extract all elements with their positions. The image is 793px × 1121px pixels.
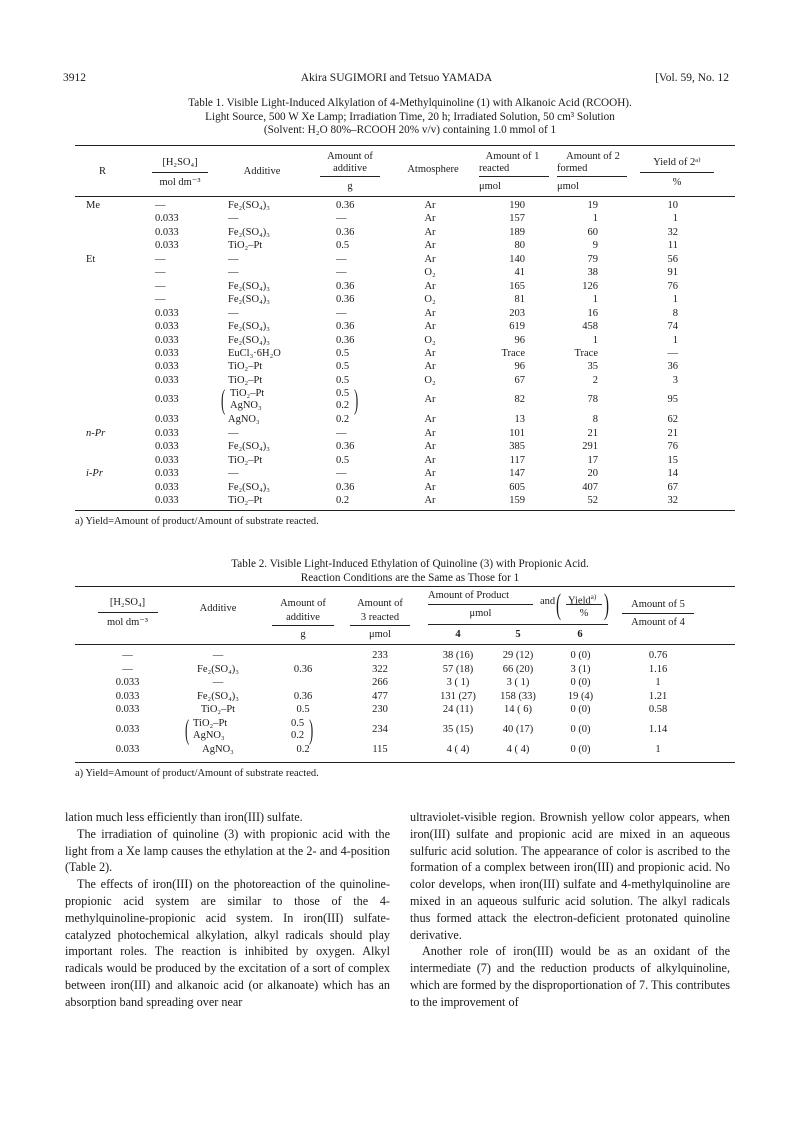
t2-row-amount: 0.5 <box>296 704 310 715</box>
t1-row-amount2: 8 <box>592 414 598 426</box>
t1-row-h2so4: — <box>155 294 166 306</box>
t1-row-amount1: 605 <box>509 481 525 493</box>
t1-row-yield: 10 <box>667 200 678 211</box>
t1-row-amount: 0.36 <box>336 200 355 211</box>
t1-row-amount2: 19 <box>587 200 598 211</box>
t1-row-atmosphere: O₂ <box>424 374 436 386</box>
t1-row-atmosphere: Ar <box>424 414 436 426</box>
paragraph-right-1: Another role of iron(III) would be as an oxidant of the intermediate (7) and the reduction products of alkylquinoline, which are formed by the disproportionation of 7. This contributes to the improvement of <box>410 944 730 1009</box>
t2-header-yield-text: Yield <box>568 595 591 607</box>
t2-row-product4: 57 (18) <box>442 663 474 675</box>
t2-row-additive: TiO₂–Pt <box>200 704 236 715</box>
t1-row-atmosphere: Ar <box>424 321 436 333</box>
t1-row-amount: 0.36 <box>336 226 355 238</box>
t1-row-additive: — <box>228 307 239 319</box>
t2-header-amount-additive-2: additive <box>286 612 320 623</box>
t1-row-atmosphere: Ar <box>424 427 436 439</box>
t1-row-yield: 15 <box>667 454 678 466</box>
table2-bottom-rule <box>75 762 735 763</box>
t2-row-h2so4: 0.033 <box>115 704 140 715</box>
paragraph-left-0: lation much less efficiently than iron(III) sulfate. <box>65 810 303 824</box>
t1-row-amount1: 101 <box>509 427 525 439</box>
t1-row-additive: — <box>228 253 239 265</box>
t1-row-h2so4: 0.033 <box>155 347 179 359</box>
t2-row-additive: Fe₂(SO₄)₃ <box>197 663 239 675</box>
t1-row-additive: Fe₂(SO₄)₃ <box>228 441 270 453</box>
t2-row-product5: 4 ( 4) <box>506 743 530 755</box>
t1-row-h2so4: 0.033 <box>155 361 179 373</box>
t1-row-amount: — <box>336 427 347 439</box>
t2-row-product6: 0 (0) <box>570 650 591 661</box>
t1-row-atmosphere: Ar <box>424 441 436 453</box>
t2-row-ratio: 1 <box>655 677 661 688</box>
t1-row-atmosphere: Ar <box>424 200 436 211</box>
table1-caption-line1: Table 1. Visible Light-Induced Alkylation of 4-Methylquinoline (1) with Alkanoic Acid (RCOOH). <box>188 97 632 109</box>
t2-row-amount2: 0.2 <box>291 729 305 741</box>
t2-row-brace-right: ) <box>309 714 314 746</box>
t1-row-amount2: 0.2 <box>336 400 350 412</box>
t2-row-product6: 0 (0) <box>570 743 591 755</box>
t1-header-amount-additive-2: additive <box>333 163 367 174</box>
t1-row-h2so4: 0.033 <box>155 427 179 439</box>
t2-header-amount3-1: Amount of <box>357 598 403 609</box>
t2-row-ratio: 1.16 <box>648 663 668 675</box>
t1-row-amount1: 67 <box>514 374 525 386</box>
t1-row-r: Me <box>86 200 100 211</box>
t1-row-h2so4: 0.033 <box>155 454 179 466</box>
t1-row-yield: 76 <box>667 280 678 292</box>
t1-row-additive: Fe₂(SO₄)₃ <box>228 280 270 292</box>
t1-row-amount1: 81 <box>514 294 525 306</box>
t2-row-additive2: AgNO₃ <box>193 729 225 741</box>
t1-header-yield-unit: % <box>672 177 682 188</box>
t1-row-amount: 0.5 <box>336 361 350 373</box>
t1-row-amount: 0.5 <box>336 388 350 400</box>
t2-header-amount3-2: 3 reacted <box>360 612 400 623</box>
t2-row-amount3: 230 <box>372 704 388 715</box>
t1-header-amount2-unit: μmol <box>557 181 579 192</box>
t1-header-amount1-2: reacted <box>479 163 510 174</box>
t1-row-amount2: 126 <box>582 280 598 292</box>
t1-row-amount: — <box>336 307 347 319</box>
t1-header-amount2-2: formed <box>557 163 588 174</box>
t1-row-atmosphere: Ar <box>424 253 436 265</box>
t1-header-additive: Additive <box>243 166 281 177</box>
t1-row-amount2: 407 <box>582 481 598 493</box>
t1-row-amount1: 165 <box>509 280 525 292</box>
t1-row-amount: 0.5 <box>336 374 350 386</box>
t1-header-amount2-1: Amount of 2 <box>566 151 620 162</box>
t1-row-amount2: Trace <box>574 347 598 359</box>
t1-row-h2so4: 0.033 <box>155 321 179 333</box>
t2-row-additive: Fe₂(SO₄)₃ <box>197 690 239 702</box>
t1-row-h2so4: — <box>155 267 166 279</box>
t2-row-product4: 3 ( 1) <box>446 677 470 688</box>
t1-row-amount1: 190 <box>509 200 525 211</box>
t2-row-product6: 0 (0) <box>570 723 591 735</box>
t1-row-amount1: 385 <box>509 441 525 453</box>
t2-header-h2so4-unit: mol dm⁻³ <box>106 617 149 628</box>
t1-row-amount: 0.2 <box>336 495 350 506</box>
t2-row-product5: 158 (33) <box>500 690 536 702</box>
t1-row-brace-right: ) <box>354 385 359 417</box>
t1-row-additive: TiO₂–Pt <box>230 388 265 400</box>
table1-caption-line2: Light Source, 500 W Xe Lamp; Irradiation Time, 20 h; Irradiated Solution, 50 cm³ Solution <box>205 110 615 123</box>
t1-row-amount: 0.36 <box>336 280 355 292</box>
t1-row-amount1: 189 <box>509 226 525 238</box>
t1-row-yield: 91 <box>667 267 678 279</box>
table2-footnote: a) Yield=Amount of product/Amount of substrate reacted. <box>75 768 319 779</box>
t2-row-product4: 35 (15) <box>442 723 474 735</box>
t2-row-amount3: 233 <box>372 650 388 661</box>
t1-row-atmosphere: Ar <box>424 468 436 480</box>
t1-row-amount2: 1 <box>592 334 598 346</box>
t2-row-ratio: 1.21 <box>648 690 668 702</box>
t1-row-yield: 32 <box>667 495 678 506</box>
t2-row-product5: 66 (20) <box>502 663 534 675</box>
t1-row-amount2: 20 <box>587 468 598 480</box>
t1-row-amount: — <box>336 253 347 265</box>
t2-row-product5: 29 (12) <box>502 650 534 661</box>
t1-row-atmosphere: Ar <box>424 307 436 319</box>
t2-row-amount3: 477 <box>372 690 388 702</box>
t1-row-amount: — <box>336 267 347 279</box>
t1-row-amount2: 79 <box>587 253 598 265</box>
t1-row-amount1: 82 <box>514 394 525 406</box>
table1-footnote: a) Yield=Amount of product/Amount of substrate reacted. <box>75 516 319 527</box>
t1-row-h2so4: — <box>155 200 166 211</box>
t2-row-ratio: 0.76 <box>648 650 668 661</box>
t1-row-amount: 0.36 <box>336 334 355 346</box>
t1-row-additive: Fe₂(SO₄)₃ <box>228 200 270 211</box>
t2-header-amount3-rule <box>350 625 410 626</box>
t2-header-ratio-1: Amount of 5 <box>631 599 685 610</box>
t1-row-additive: Fe₂(SO₄)₃ <box>228 321 270 333</box>
t2-row-product6: 19 (4) <box>567 690 594 702</box>
t1-row-amount1: 203 <box>509 307 525 319</box>
t2-row-ratio: 1 <box>655 743 661 755</box>
t1-row-yield: 67 <box>667 481 678 493</box>
t2-header-h2so4: [H₂SO₄] <box>109 597 146 608</box>
t2-row-amount3: 115 <box>372 743 388 755</box>
t2-row-product4: 131 (27) <box>440 690 476 702</box>
t1-header-amount-unit: g <box>347 181 353 192</box>
t1-row-h2so4: 0.033 <box>155 441 179 453</box>
t2-header-col6: 6 <box>577 629 583 640</box>
t1-row-yield: 21 <box>667 427 678 439</box>
t1-row-yield: 14 <box>667 468 678 480</box>
t1-row-additive: TiO₂–Pt <box>228 374 263 386</box>
t1-row-amount: — <box>336 468 347 480</box>
t1-row-additive: TiO₂–Pt <box>228 495 263 506</box>
t2-header-yield-sup: a) <box>590 593 597 601</box>
t1-row-amount1: 96 <box>514 361 525 373</box>
t2-header-additive: Additive <box>199 603 237 614</box>
t1-row-yield: 56 <box>667 253 678 265</box>
t1-row-additive: Fe₂(SO₄)₃ <box>228 226 270 238</box>
t2-header-col5: 5 <box>515 629 521 640</box>
t1-row-atmosphere: Ar <box>424 280 436 292</box>
t1-row-amount2: 1 <box>592 294 598 306</box>
t2-row-product6: 0 (0) <box>570 704 591 715</box>
t2-header-amount3-unit: μmol <box>369 629 391 640</box>
t1-row-yield: — <box>667 347 678 359</box>
t2-row-product5: 40 (17) <box>502 723 534 735</box>
t1-row-amount: 0.36 <box>336 321 355 333</box>
t1-row-h2so4: 0.033 <box>155 334 179 346</box>
paragraph-left-1: The irradiation of quinoline (3) with propionic acid with the light from a Xe lamp causes the ethylation at the 2- and 4-position (Table 2). <box>65 826 390 875</box>
t1-row-amount: 0.5 <box>336 454 350 466</box>
t2-header-col4: 4 <box>455 629 461 640</box>
t1-row-additive: EuCl₃·6H₂O <box>228 347 281 359</box>
t1-row-amount2: 16 <box>587 307 598 319</box>
t1-row-amount2: 21 <box>587 427 598 439</box>
t1-row-amount1: 159 <box>509 495 525 506</box>
t2-row-additive: — <box>212 677 224 688</box>
t2-row-amount: 0.5 <box>291 717 305 729</box>
body-column-right <box>410 809 730 1011</box>
t1-row-atmosphere: Ar <box>424 347 436 359</box>
table2-caption-line2: Reaction Conditions are the Same as Those for 1 <box>300 571 520 584</box>
t1-row-amount1: Trace <box>501 347 525 359</box>
t1-row-amount2: 458 <box>582 321 598 333</box>
t1-row-amount: 0.36 <box>336 441 355 453</box>
t1-row-amount1: 96 <box>514 334 525 346</box>
t1-header-atmosphere: Atmosphere <box>407 164 459 175</box>
t2-row-additive: AgNO₃ <box>202 743 234 755</box>
t1-row-atmosphere: O₂ <box>424 267 436 279</box>
t1-row-additive: Fe₂(SO₄)₃ <box>228 294 270 306</box>
t2-header-amount-unit: g <box>300 629 306 640</box>
t1-row-amount: 0.36 <box>336 294 355 306</box>
t1-row-amount: — <box>336 213 347 225</box>
t2-row-h2so4: 0.033 <box>115 743 140 755</box>
t2-row-product4: 24 (11) <box>442 704 474 715</box>
t1-row-amount: 0.36 <box>336 481 355 493</box>
t1-row-amount2: 52 <box>587 495 598 506</box>
t1-row-h2so4: — <box>155 253 166 265</box>
t2-row-product6: 0 (0) <box>570 677 591 688</box>
t1-row-amount2: 291 <box>582 441 598 453</box>
t2-row-amount: 0.36 <box>293 690 313 702</box>
t1-row-r: i-Pr <box>86 468 103 480</box>
t1-row-amount1: 13 <box>514 414 525 426</box>
t2-row-product4: 38 (16) <box>442 650 474 661</box>
t1-row-amount2: 17 <box>587 454 598 466</box>
t1-row-h2so4: 0.033 <box>155 226 179 238</box>
t2-row-product5: 14 ( 6) <box>504 704 532 715</box>
t2-header-ratio-rule <box>622 613 694 614</box>
t1-header-amount-additive-1: Amount of <box>327 151 373 162</box>
t2-row-h2so4: 0.033 <box>115 690 140 702</box>
t2-row-amount3: 322 <box>372 663 388 675</box>
t2-header-and: and <box>540 596 556 607</box>
t1-row-amount: 0.5 <box>336 347 350 359</box>
t2-row-ratio: 0.58 <box>648 704 668 715</box>
t1-row-r: n-Pr <box>86 427 106 439</box>
t1-row-amount: 0.2 <box>336 414 350 426</box>
t1-header-amount1-1: Amount of 1 <box>485 151 540 162</box>
t2-header-product-unit: μmol <box>469 608 492 619</box>
paragraph-right-0: ultraviolet-visible region. Brownish yellow color appears, when iron(III) sulfate and propionic acid are mixed in an aqueous sulfuric acid solution. The appearance of color is ascribed to the formation of a complex between iron(III) and propionic acid. No color develops, when iron(III) sulfate and 4-methylquinoline are mixed in an aqueous sulfuric acid solution. The alkyl radicals thus formed attack the electron-deficient protonated quinoline derivative. <box>410 810 730 942</box>
paragraph-left-2: The effects of iron(III) on the photoreaction of the quinoline-propionic acid system are similar to those of the 4-methylquinoline-propionic acid system. In iron(III) sulfate-catalyzed photochemical alkylation, alkyl radicals should play important roles. The reaction is inhibited by oxygen. Alkyl radicals would be produced by the excitation of a sort of complex between iron(III) and alkanoic acid (or alkanoate) which has an absorption band spreading over near <box>65 877 390 1009</box>
t1-row-additive: Fe₂(SO₄)₃ <box>228 334 270 346</box>
t1-row-atmosphere: Ar <box>424 213 436 225</box>
t2-row-h2so4: — <box>122 663 133 675</box>
t1-row-h2so4: — <box>155 280 166 292</box>
t1-row-amount2: 38 <box>587 267 598 279</box>
t2-header-yield <box>568 591 596 608</box>
t1-row-amount2: 1 <box>592 213 598 225</box>
t2-row-h2so4: — <box>122 650 133 661</box>
t1-row-amount1: 117 <box>509 454 525 466</box>
t1-row-amount1: 157 <box>509 213 525 225</box>
t1-header-amount1-unit: μmol <box>479 181 501 192</box>
running-authors: Akira SUGIMORI and Tetsuo YAMADA <box>300 72 493 84</box>
t1-header-r: R <box>98 166 106 177</box>
t2-row-amount: 0.2 <box>296 743 310 755</box>
t1-row-atmosphere: Ar <box>424 394 436 406</box>
t1-row-atmosphere: Ar <box>424 454 436 466</box>
t2-row-amount: 0.36 <box>293 663 313 675</box>
t1-row-yield: 1 <box>672 213 678 225</box>
t2-header-product: Amount of Product <box>428 590 510 601</box>
t2-row-h2so4: 0.033 <box>115 723 140 735</box>
t1-row-yield: 1 <box>672 294 678 306</box>
t2-header-yield-unit: % <box>579 608 589 619</box>
t1-row-amount1: 619 <box>509 321 525 333</box>
t1-row-amount2: 78 <box>587 394 598 406</box>
t1-row-atmosphere: Ar <box>424 226 436 238</box>
t2-header-amount-rule <box>272 625 334 626</box>
t2-row-product5: 3 ( 1) <box>506 677 530 688</box>
t1-row-atmosphere: Ar <box>424 495 436 506</box>
t1-row-h2so4: 0.033 <box>155 495 179 506</box>
t1-row-additive: — <box>228 213 239 225</box>
t1-row-additive: TiO₂–Pt <box>228 454 263 466</box>
table2-top-rule <box>75 586 735 587</box>
t1-row-yield: 36 <box>667 361 678 373</box>
journal-volume: [Vol. 59, No. 12 <box>655 72 729 84</box>
t2-row-additive: — <box>212 650 224 661</box>
t1-row-additive: TiO₂–Pt <box>228 361 263 373</box>
body-column-left <box>65 809 390 1011</box>
t1-row-additive2: AgNO₃ <box>230 400 262 412</box>
t2-row-additive: TiO₂–Pt <box>193 717 228 729</box>
t1-header-h2so4-unit: mol dm⁻³ <box>159 177 201 188</box>
t2-yield-left-paren: ( <box>556 588 561 621</box>
t2-header-amount-additive-1: Amount of <box>280 598 326 609</box>
t1-row-yield: 76 <box>667 441 678 453</box>
t1-row-amount1: 41 <box>514 267 525 279</box>
t2-row-ratio: 1.14 <box>648 723 668 735</box>
t1-row-yield: 1 <box>672 334 678 346</box>
t2-header-h2so4-rule <box>98 612 158 613</box>
t2-row-product4: 4 ( 4) <box>446 743 470 755</box>
t1-row-h2so4: 0.033 <box>155 394 179 406</box>
t1-row-additive: AgNO₃ <box>228 414 260 426</box>
t1-row-r: Et <box>86 253 96 265</box>
t1-row-amount2: 60 <box>587 226 598 238</box>
t1-row-atmosphere: Ar <box>424 240 436 252</box>
table2-caption-line1: Table 2. Visible Light-Induced Ethylation of Quinoline (3) with Propionic Acid. <box>231 558 589 570</box>
t1-row-additive: — <box>228 468 239 480</box>
t1-row-h2so4: 0.033 <box>155 374 179 386</box>
t1-row-atmosphere: O₂ <box>424 334 436 346</box>
t1-row-yield: 95 <box>667 394 678 406</box>
t2-header-yield-rule <box>566 604 602 605</box>
t1-row-h2so4: 0.033 <box>155 414 179 426</box>
t1-row-atmosphere: Ar <box>424 361 436 373</box>
t1-header-yield: Yield of 2ᵃ⁾ <box>653 157 701 168</box>
t1-row-yield: 11 <box>667 240 678 252</box>
t1-row-amount1: 80 <box>514 240 525 252</box>
t1-row-additive: — <box>228 267 239 279</box>
t1-row-yield: 74 <box>667 321 678 333</box>
t1-row-yield: 8 <box>672 307 678 319</box>
t1-row-atmosphere: O₂ <box>424 294 436 306</box>
t1-row-atmosphere: Ar <box>424 481 436 493</box>
t1-row-amount2: 9 <box>592 240 598 252</box>
t1-row-yield: 3 <box>672 374 678 386</box>
t2-row-product6: 3 (1) <box>570 663 591 675</box>
t1-row-yield: 32 <box>667 226 678 238</box>
t1-row-amount1: 140 <box>509 253 525 265</box>
t2-header-sub-rule <box>428 624 608 625</box>
t1-row-amount2: 2 <box>592 374 598 386</box>
t1-row-h2so4: 0.033 <box>155 213 179 225</box>
t1-row-amount1: 147 <box>509 468 525 480</box>
t1-row-additive: TiO₂–Pt <box>228 240 263 252</box>
t1-header-h2so4: [H₂SO₄] <box>162 157 198 168</box>
t1-row-h2so4: 0.033 <box>155 307 179 319</box>
table1-caption-line3: (Solvent: H₂O 80%–RCOOH 20% v/v) containing 1.0 mmol of 1 <box>263 124 557 136</box>
t2-header-product-rule <box>428 604 533 605</box>
t1-row-h2so4: 0.033 <box>155 481 179 493</box>
t2-row-brace-left: ( <box>185 714 190 746</box>
t2-row-amount3: 266 <box>372 677 388 688</box>
table2-header-rule <box>75 644 735 645</box>
t2-row-amount3: 234 <box>372 723 388 735</box>
t1-row-brace-left: ( <box>221 385 226 417</box>
t1-row-additive: — <box>228 427 239 439</box>
t1-row-h2so4: 0.033 <box>155 240 179 252</box>
t1-row-amount: 0.5 <box>336 240 350 252</box>
t1-row-h2so4: 0.033 <box>155 468 179 480</box>
page-number: 3912 <box>63 72 86 84</box>
t2-header-ratio-2: Amount of 4 <box>631 617 685 628</box>
t1-row-amount2: 35 <box>587 361 598 373</box>
t2-row-h2so4: 0.033 <box>115 677 140 688</box>
t1-row-yield: 62 <box>667 414 678 426</box>
t1-row-additive: Fe₂(SO₄)₃ <box>228 481 270 493</box>
t2-yield-right-paren: ) <box>604 588 609 621</box>
